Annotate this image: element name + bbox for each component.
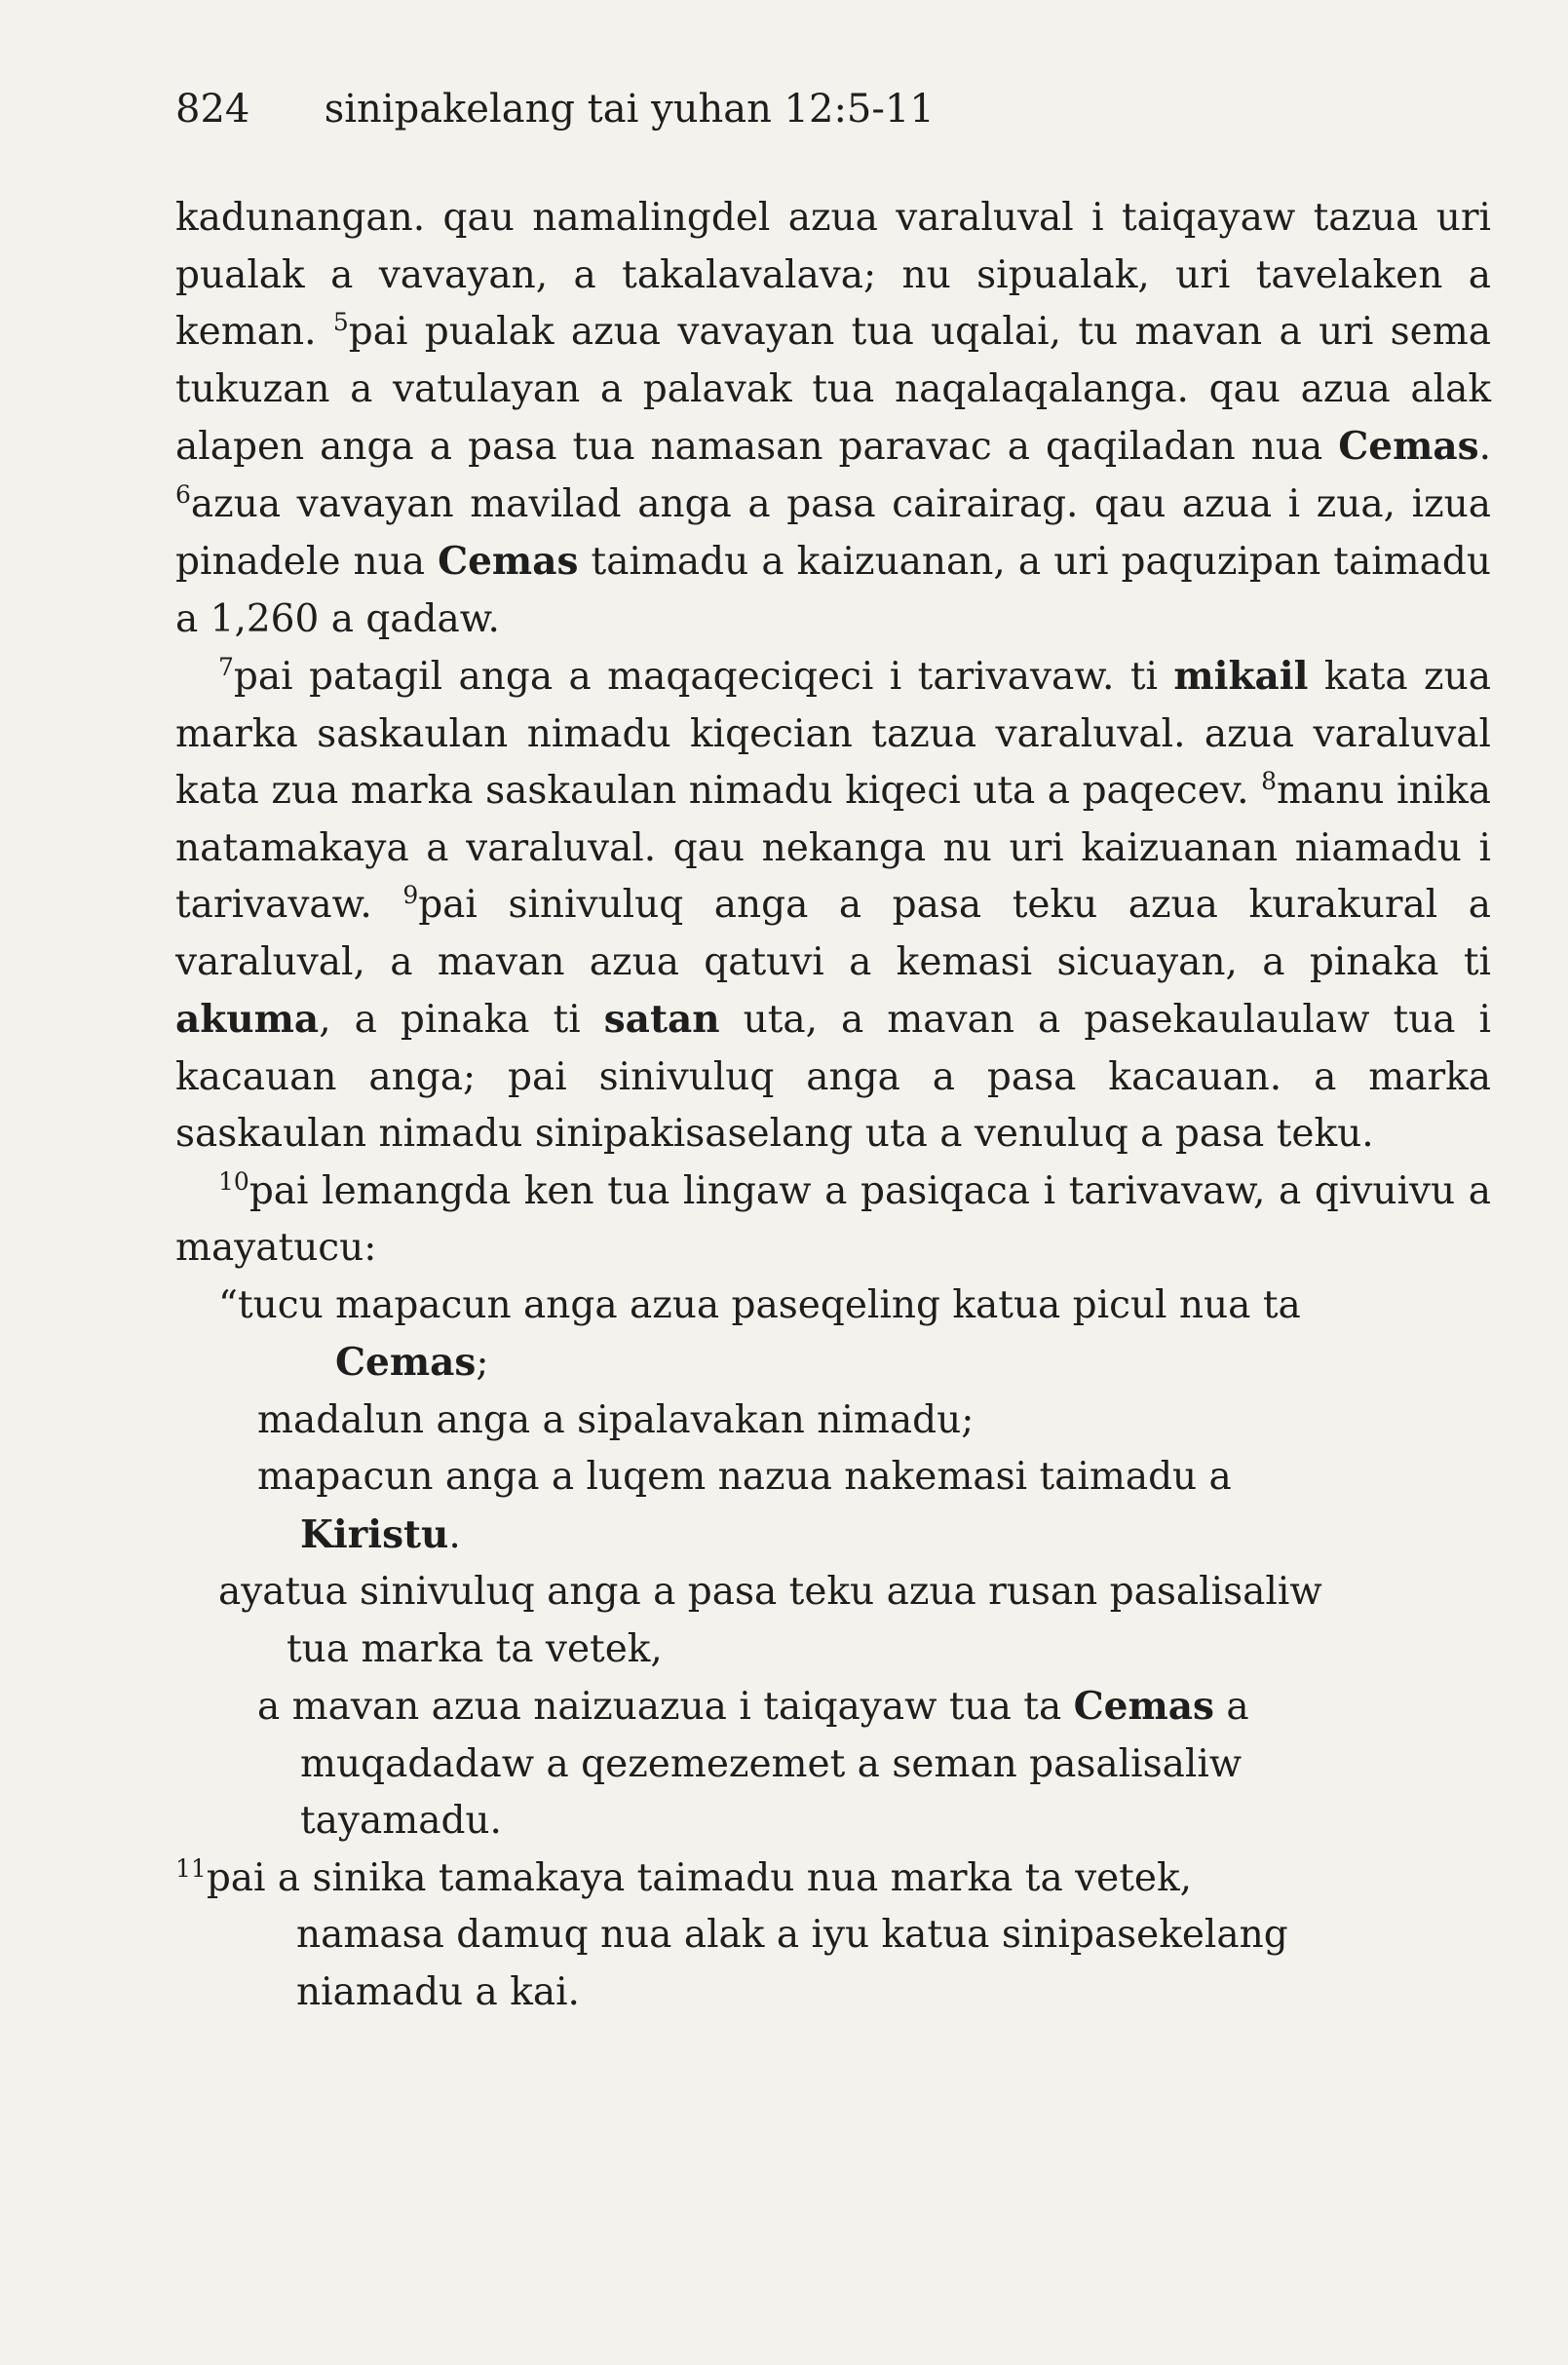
paragraph-1: kadunangan. qau namalingdel azua varaluval i taiqayaw tazua uri pualak a vavayan, a takalavalava; nu sipualak, uri tavelaken a keman. $^5$pai pualak azua vavayan tua uqalai, tu mavan a uri sema tukuzan a vatulayan a palavak tua naqalaqalanga. qau azua alak alapen anga a pasa tua namasan paravac a qaqiladan nua Cemas. $^6$azua vavayan mavilad anga a pasa cairairag. qau azua i zua, izua pinadele nua Cemas taimadu a kaizuanan, a uri paquzipan taimadu a 1,260 a qadaw. — [175, 196, 1492, 641]
verse-number-10: 10 — [218, 1166, 249, 1196]
page-number: 824 — [175, 87, 250, 132]
text-body — [175, 190, 1491, 2021]
poem-block — [175, 1278, 1491, 2022]
verse-number-7: 7 — [218, 653, 234, 681]
paragraph-2: $^7$pai patagil anga a maqaqeciqeci i tarivavaw. ti mikail kata zua marka saskaulan nimadu kiqecian tazua varaluval. azua varaluval kata zua marka saskaulan nimadu kiqeci uta a paqecev. $^8$manu inika natamakaya a varaluval. qau nekanga nu uri kaizuanan niamadu i tarivavaw. $^9$pai sinivuluq anga a pasa teku azua kurakural a varaluval, a mavan azua qatuvi a kemasi sicuayan, a pinaka ti akuma, a pinaka ti satan uta, a mavan a pasekaulaulaw tua i kacauan anga; pai sinivuluq anga a pasa kacauan. a marka saskaulan nimadu sinipakisaselang uta a venuluq a pasa teku. — [175, 653, 1491, 1156]
poem-line-2: madalun anga a sipalavakan nimadu; — [257, 1397, 975, 1442]
running-title: sinipakelang tai yuhan 12:5-11 — [324, 87, 935, 132]
mikail-term: mikail — [1173, 654, 1309, 699]
cemas-term: Cemas — [438, 539, 579, 584]
satan-term: satan — [603, 997, 720, 1042]
poem-line-4: ayatua sinivuluq anga a pasa teku azua rusan pasalisaliw tua marka ta vetek, — [218, 1570, 1322, 1671]
running-header — [175, 84, 1481, 134]
verse-number-6: 6 — [175, 479, 191, 509]
paragraph-3: $^{10}$pai lemangda ken tua lingaw a pasiqaca i tarivavaw, a qivuivu a mayatucu: — [175, 1166, 1491, 1270]
verse-number-11: 11 — [175, 1853, 207, 1883]
poem-line-6: $^{11}$pai a sinika tamakaya taimadu nua marka ta vetek, namasa damuq nua alak a iyu katua sinipasekelang niamadu a kai. — [175, 1853, 1288, 2014]
poem-line-5: a mavan azua naizuazua i taiqayaw tua ta Cemas a muqadadaw a qezemezemet a seman pasalisaliw tayamadu. — [257, 1684, 1249, 1843]
verse-number-9: 9 — [402, 881, 419, 909]
verse-number-8: 8 — [1261, 767, 1278, 795]
akuma-term: akuma — [175, 997, 320, 1042]
poem-line-1: “tucu mapacun anga azua paseqeling katua picul nua ta Cemas; — [218, 1282, 1301, 1385]
verse-number-5: 5 — [332, 308, 349, 336]
cemas-term: Cemas — [1338, 424, 1479, 469]
poem-line-3: mapacun anga a luqem nazua nakemasi taimadu a Kiristu. — [257, 1455, 1232, 1557]
